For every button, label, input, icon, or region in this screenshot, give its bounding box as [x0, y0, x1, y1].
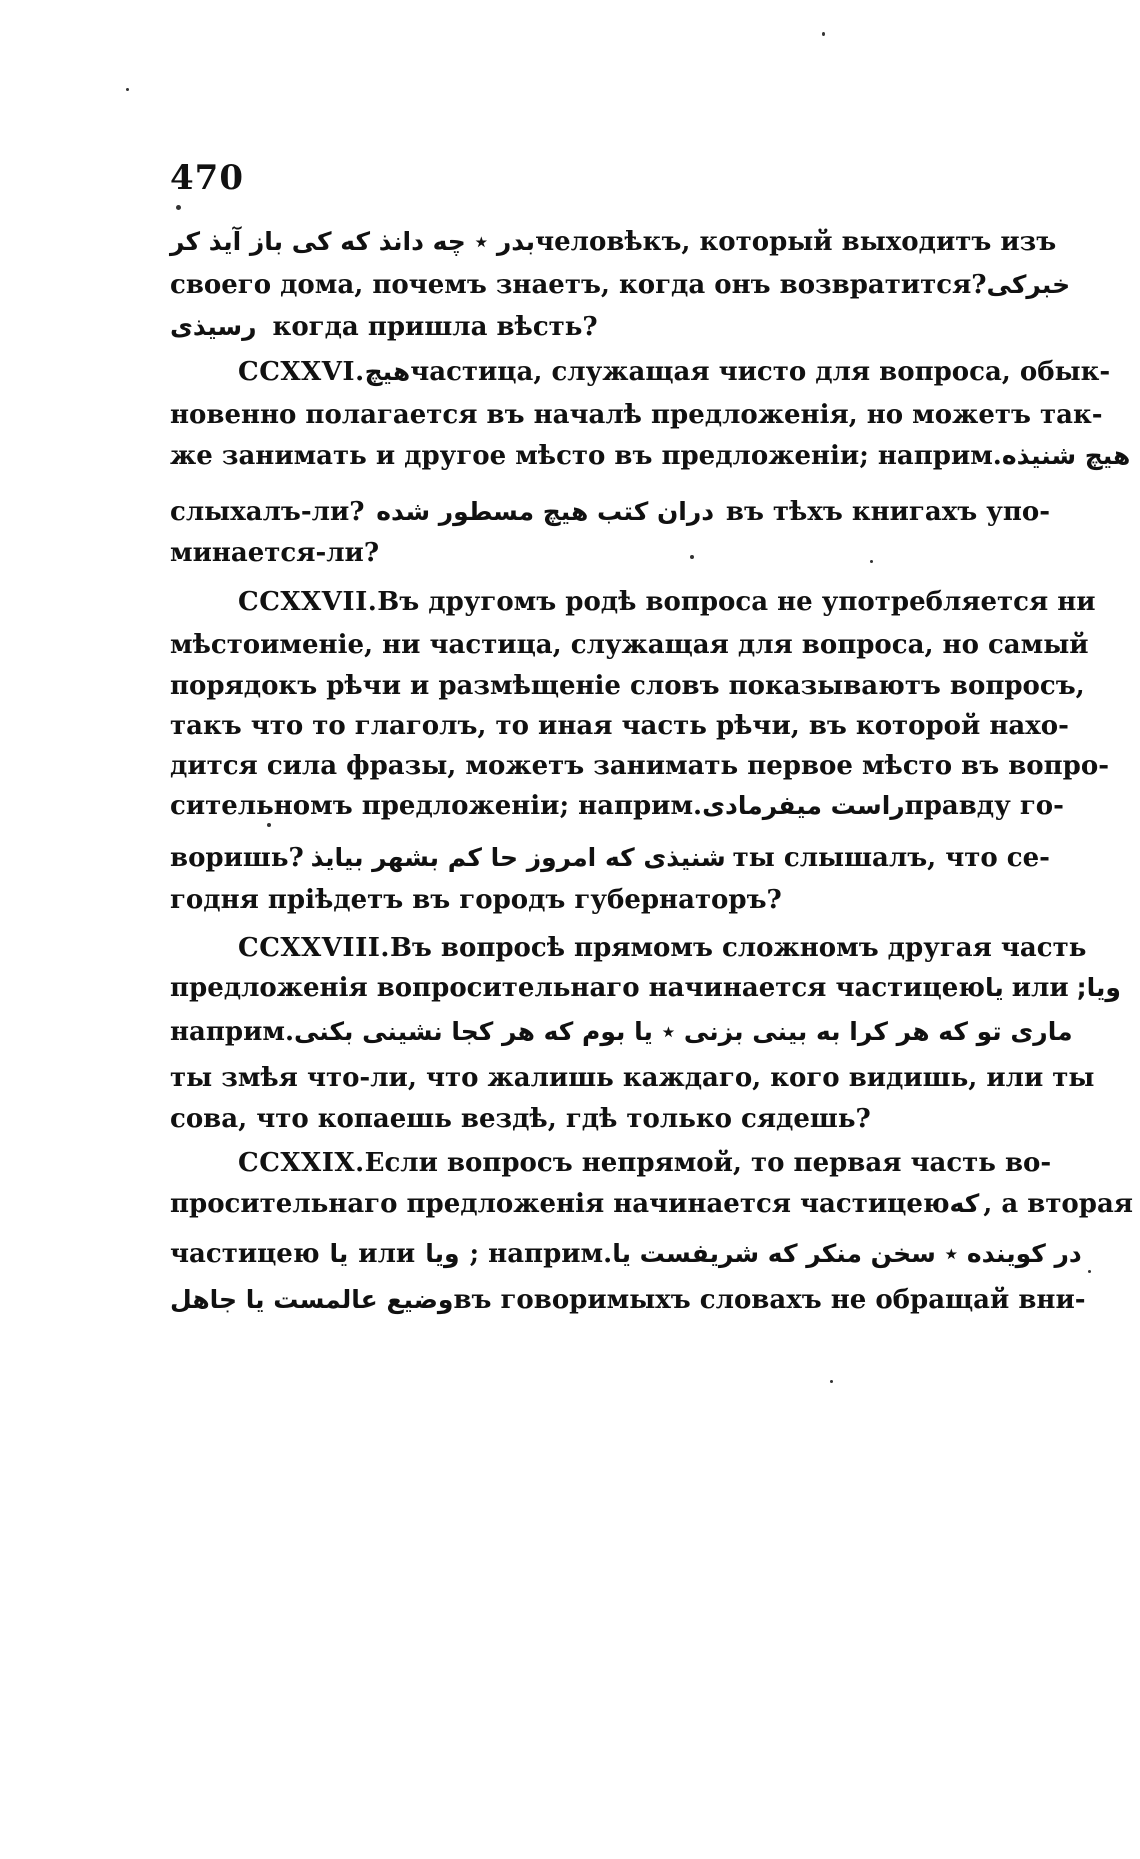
text-line — [170, 492, 1050, 536]
section-number: CCXXVI. — [238, 357, 365, 387]
text-line — [170, 307, 1050, 351]
section-heading-line — [170, 928, 1087, 972]
russian-text: же занимать и другое мѣсто въ предложеніи; наприм. — [170, 441, 1002, 471]
russian-text: или — [1011, 973, 1069, 1003]
text-line — [170, 1099, 1050, 1143]
text-line — [170, 1058, 1095, 1102]
arabic-phrase: یا — [329, 1239, 349, 1268]
section-number: CCXXVII. — [238, 587, 378, 617]
scan-speck — [267, 823, 271, 827]
arabic-phrase: در کوینده ٭ سخن منکر که شریفست یا — [612, 1239, 1082, 1268]
russian-text: частица, служащая чисто для вопроса, обык- — [410, 357, 1111, 387]
arabic-phrase: هیچ شنیذه — [1001, 441, 1131, 470]
text-line — [170, 786, 1064, 830]
text-line — [170, 533, 1050, 577]
russian-text: порядокъ рѣчи и размѣщеніе словъ показываютъ вопросъ, — [170, 671, 1085, 701]
section-number: CCXXIX. — [238, 1148, 365, 1178]
text-line — [170, 395, 1103, 439]
text-line — [170, 666, 1085, 710]
russian-text: предложенія вопросительнаго начинается частицею — [170, 973, 985, 1003]
arabic-phrase: ویا — [425, 1239, 460, 1268]
russian-text: ты змѣя что-ли, что жалишь каждаго, кого видишь, или ты — [170, 1063, 1095, 1093]
russian-text: когда пришла вѣсть? — [272, 312, 598, 342]
arabic-phrase: خبرکی — [986, 270, 1071, 299]
scan-speck — [126, 88, 129, 91]
russian-text: въ говоримыхъ словахъ не обращай вни- — [453, 1285, 1086, 1315]
section-heading-line — [170, 352, 1111, 396]
arabic-phrase: رسیذی — [170, 312, 257, 341]
text-line — [170, 436, 1131, 480]
text-line — [170, 265, 1071, 309]
russian-text: воришь? — [170, 843, 304, 873]
russian-text: Въ другомъ родѣ вопроса не употребляется ни — [377, 587, 1096, 617]
russian-text: годня пріѣдетъ въ городъ губернаторъ? — [170, 885, 782, 915]
text-line — [170, 625, 1089, 669]
russian-text: человѣкъ, который выходитъ изъ — [535, 227, 1057, 257]
russian-text: просительнаго предложенія начинается частицею — [170, 1189, 950, 1219]
russian-text: ты слышалъ, что се- — [732, 843, 1050, 873]
russian-text: Если вопросъ непрямой, то первая часть во- — [364, 1148, 1052, 1178]
arabic-phrase: یا — [984, 973, 1004, 1002]
scan-speck — [822, 32, 825, 36]
russian-text: , а вторая — [983, 1189, 1134, 1219]
scan-speck — [870, 560, 873, 563]
section-number: CCXXVIII. — [238, 933, 390, 963]
text-line — [170, 1234, 1082, 1278]
russian-text: своего дома, почемъ знаетъ, когда онъ возвратится? — [170, 270, 987, 300]
russian-text: или — [358, 1239, 416, 1269]
scan-speck — [690, 555, 694, 559]
russian-text: минается-ли? — [170, 538, 380, 568]
text-line — [170, 1012, 1073, 1056]
text-line — [170, 746, 1109, 790]
text-line — [170, 880, 1050, 924]
text-line — [170, 222, 1057, 266]
scan-speck — [1088, 1270, 1091, 1273]
arabic-phrase: بدر ٭ چه دانذ که کی باز آیذ کر — [170, 227, 536, 256]
text-line — [170, 1280, 1086, 1324]
arabic-phrase: ویا; — [1076, 973, 1121, 1002]
scan-speck — [176, 205, 181, 210]
section-heading-line — [170, 582, 1096, 626]
russian-text: новенно полагается въ началѣ предложенія, но можетъ так- — [170, 400, 1103, 430]
arabic-phrase: شنیذی که امروز حا کم بشهر بیایذ — [310, 843, 726, 872]
russian-text: въ тѣхъ книгахъ упо- — [725, 497, 1050, 527]
arabic-phrase: ماری تو که هر کرا به بینی بزنی ٭ یا بوم که هر کجا نشینی بکنی — [294, 1017, 1073, 1046]
russian-text: ; наприм. — [469, 1239, 613, 1269]
arabic-phrase: هیچ — [364, 357, 411, 386]
text-line — [170, 838, 1050, 882]
russian-text: правду го- — [904, 791, 1064, 821]
arabic-phrase: وضیع عالمست یا جاهل — [170, 1285, 454, 1314]
section-heading-line — [170, 1143, 1050, 1187]
russian-text: частицею — [170, 1239, 320, 1269]
arabic-phrase: راست میفرمادی — [702, 791, 905, 820]
text-line — [170, 706, 1069, 750]
page-number: 470 — [170, 158, 244, 198]
russian-text: такъ что то глаголъ, то иная часть рѣчи, въ которой нахо- — [170, 711, 1069, 741]
russian-text: дится сила фразы, можетъ занимать первое мѣсто въ вопро- — [170, 751, 1109, 781]
scan-speck — [830, 1380, 833, 1383]
arabic-phrase: که — [949, 1189, 980, 1218]
text-line — [170, 1184, 1134, 1228]
text-line — [170, 968, 1121, 1012]
russian-text: сительномъ предложеніи; наприм. — [170, 791, 703, 821]
russian-text: сова, что копаешь вездѣ, гдѣ только сядешь? — [170, 1104, 871, 1134]
russian-text: мѣстоименіе, ни частица, служащая для вопроса, но самый — [170, 630, 1089, 660]
russian-text: слыхалъ-ли? — [170, 497, 365, 527]
russian-text: Въ вопросѣ прямомъ сложномъ другая часть — [389, 933, 1087, 963]
arabic-phrase: دران کتب هیچ مسطور شده — [376, 497, 715, 526]
russian-text: наприм. — [170, 1017, 295, 1047]
